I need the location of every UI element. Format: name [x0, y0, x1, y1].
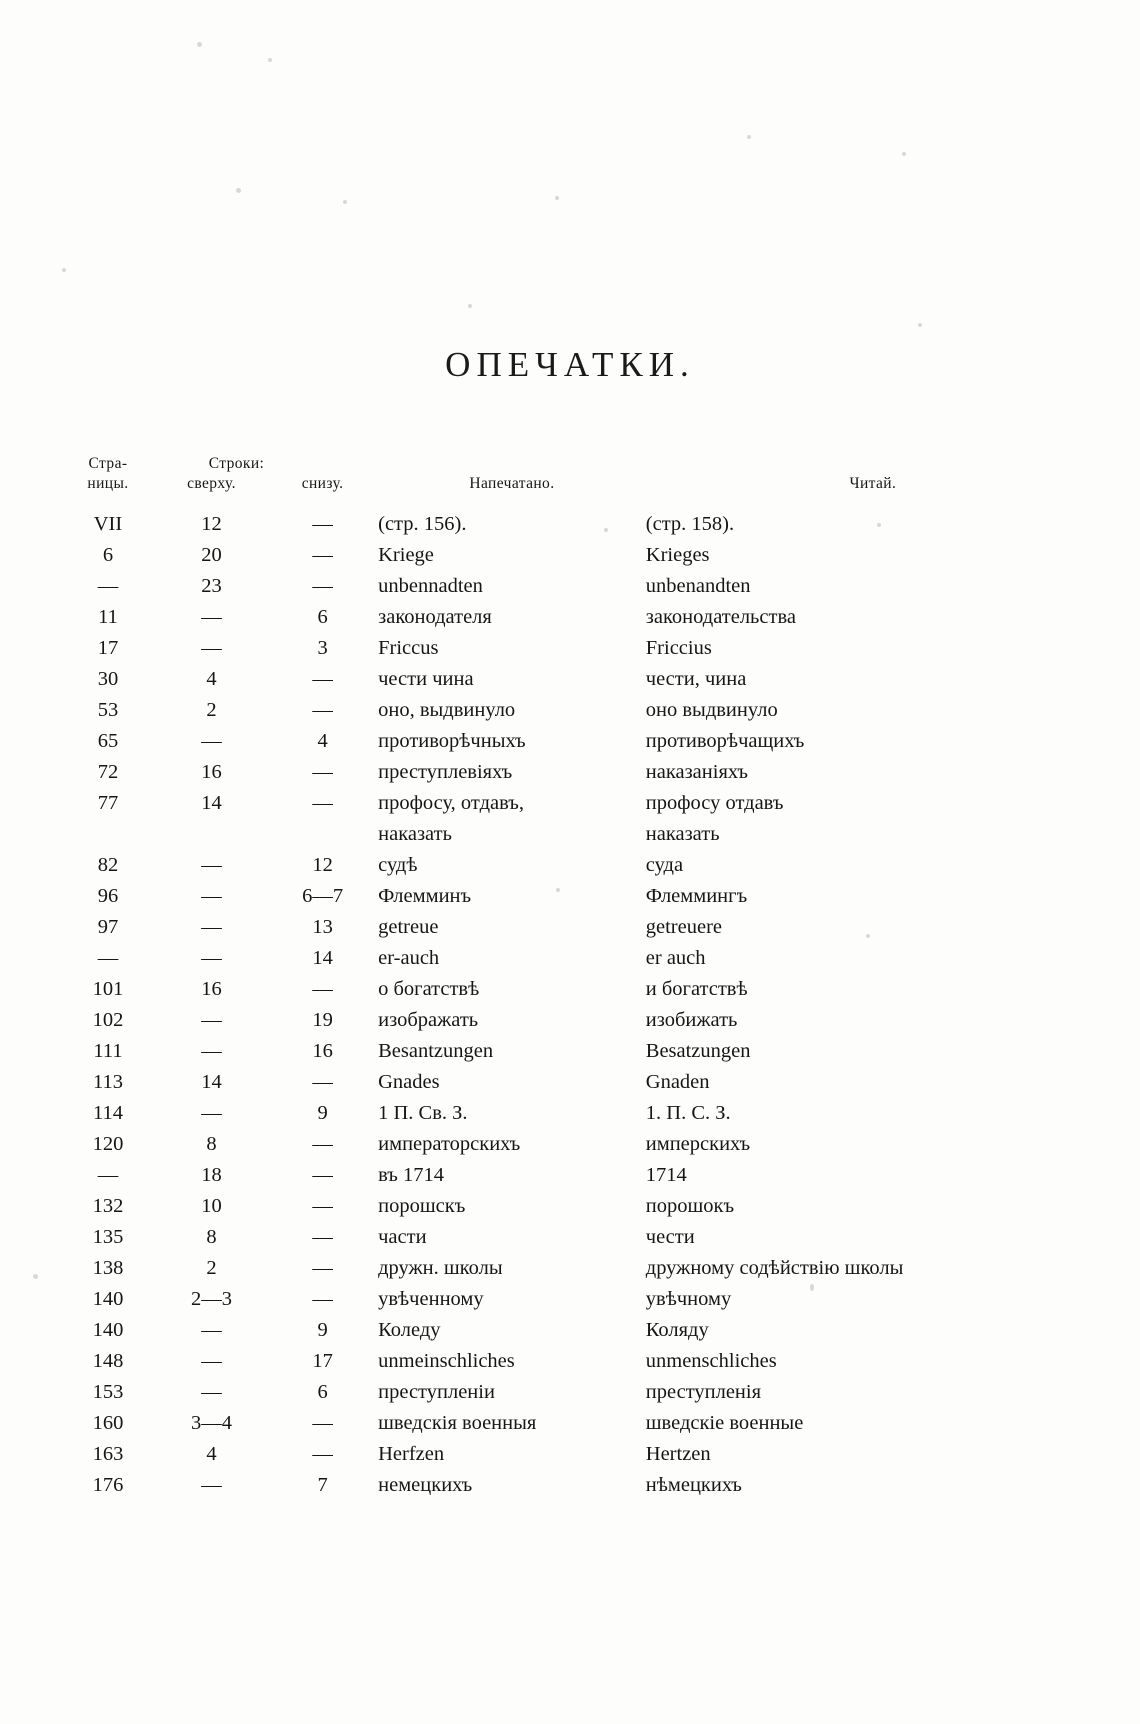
cell-read: unbenandten	[645, 575, 751, 597]
cell-line-below: —	[312, 699, 333, 721]
cell-page: 111	[93, 1040, 123, 1062]
cell-read: имперскихъ	[645, 1133, 751, 1155]
header-spacer	[378, 455, 646, 475]
cell-line-below: 6	[317, 606, 328, 628]
cell-line-below: 16	[312, 1040, 333, 1062]
cell-read: дружному содѣйствію школы	[645, 1257, 904, 1279]
cell-page: 97	[97, 916, 119, 938]
cell-line-above: —	[201, 606, 222, 628]
cell-read: шведскіе военные	[645, 1412, 804, 1434]
cell-read: законодательства	[645, 606, 796, 628]
cell-line-above: —	[201, 1474, 222, 1496]
scan-speck	[918, 323, 922, 327]
cell-line-below: —	[312, 1226, 333, 1248]
cell-read: преступленія	[645, 1381, 762, 1403]
cell-line-above: —	[201, 1381, 222, 1403]
cell-line-below: 14	[312, 947, 333, 969]
cell-line-below: —	[312, 1443, 333, 1465]
cell-line-below	[267, 819, 378, 850]
scan-speck	[343, 200, 347, 204]
header-read-label: Читай.	[849, 475, 897, 492]
cell-printed: императорскихъ	[378, 1133, 521, 1155]
cell-line-below: —	[312, 575, 333, 597]
table-row	[60, 1470, 1070, 1501]
cell-printed: unmeinschliches	[378, 1350, 515, 1372]
cell-page: 140	[92, 1319, 124, 1341]
cell-page: 160	[92, 1412, 124, 1434]
cell-printed: unbennadten	[378, 575, 483, 597]
cell-page: 65	[97, 730, 119, 752]
cell-printed: преступлевіяхъ	[378, 761, 513, 783]
cell-page: 96	[97, 885, 119, 907]
cell-printed: порошскъ	[378, 1195, 466, 1217]
table-row	[60, 695, 1070, 726]
cell-read: противорѣчащихъ	[645, 730, 805, 752]
cell-line-above: —	[201, 730, 222, 752]
cell-line-above: 23	[201, 575, 222, 597]
cell-line-above: 2	[206, 1257, 217, 1279]
cell-printed: судѣ	[378, 854, 418, 876]
cell-page: 82	[97, 854, 119, 876]
errata-table	[60, 455, 1070, 1501]
cell-printed: немецкихъ	[378, 1474, 473, 1496]
cell-page: 114	[92, 1102, 123, 1124]
cell-line-below: 4	[317, 730, 328, 752]
table-row	[60, 1315, 1070, 1346]
cell-page: 140	[92, 1288, 124, 1310]
cell-printed: Friccus	[378, 637, 439, 659]
cell-printed: er-auch	[378, 947, 440, 969]
cell-line-below: —	[312, 668, 333, 690]
cell-read: unmenschliches	[645, 1350, 777, 1372]
errata-table-header	[60, 455, 1070, 509]
cell-line-below: 13	[312, 916, 333, 938]
cell-line-above: 8	[206, 1226, 217, 1248]
cell-page: 135	[92, 1226, 124, 1248]
table-row	[60, 664, 1070, 695]
cell-line-above: —	[201, 637, 222, 659]
cell-line-below: —	[312, 1071, 333, 1093]
cell-read: Besatzungen	[645, 1040, 751, 1062]
cell-line-below: —	[312, 1288, 333, 1310]
cell-read: Krieges	[645, 544, 710, 566]
cell-line-above: 2	[206, 699, 217, 721]
cell-line-below: 7	[317, 1474, 328, 1496]
cell-printed: профосу, отдавъ,	[378, 792, 525, 814]
cell-page: VII	[93, 513, 123, 535]
cell-read: оно выдвинуло	[645, 699, 778, 721]
header-printed-cell	[378, 455, 646, 509]
cell-line-above: 8	[206, 1133, 217, 1155]
table-row	[60, 912, 1070, 943]
header-above-label: сверху.	[187, 475, 236, 492]
cell-read: 1. П. С. З.	[645, 1102, 731, 1124]
cell-page: —	[97, 1164, 119, 1186]
scan-speck	[62, 268, 66, 272]
cell-read: (стр. 158).	[645, 513, 735, 535]
cell-line-above: —	[201, 916, 222, 938]
cell-line-above: 2—3	[190, 1288, 232, 1310]
cell-line-below: —	[312, 1133, 333, 1155]
cell-line-below: —	[312, 544, 333, 566]
cell-line-above: —	[201, 947, 222, 969]
cell-read: наказаніяхъ	[645, 761, 748, 783]
cell-read: увѣчному	[645, 1288, 732, 1310]
cell-read: Friccius	[645, 637, 712, 659]
cell-read: getreuere	[645, 916, 723, 938]
table-row	[60, 571, 1070, 602]
cell-line-below: —	[312, 792, 333, 814]
cell-line-above: —	[201, 1009, 222, 1031]
table-row	[60, 602, 1070, 633]
header-above-cell	[156, 455, 267, 509]
cell-printed: (стр. 156).	[378, 513, 467, 535]
cell-line-below: —	[312, 978, 333, 1000]
cell-line-below: 6—7	[302, 885, 344, 907]
cell-line-above: 18	[201, 1164, 222, 1186]
cell-line-below: —	[312, 1412, 333, 1434]
header-below-label: снизу.	[301, 475, 344, 492]
cell-page: 138	[92, 1257, 124, 1279]
cell-line-above: 3—4	[190, 1412, 232, 1434]
cell-read: нѣмецкихъ	[645, 1474, 742, 1496]
cell-printed: противорѣчныхъ	[378, 730, 526, 752]
header-spacer	[646, 455, 1070, 475]
cell-read: изобижать	[645, 1009, 738, 1031]
cell-line-below: 3	[317, 637, 328, 659]
table-row	[60, 757, 1070, 788]
cell-page: 101	[92, 978, 124, 1000]
cell-read: Gnaden	[645, 1071, 710, 1093]
cell-line-above: —	[201, 1040, 222, 1062]
cell-printed: увѣченному	[378, 1288, 484, 1310]
cell-line-below: 12	[312, 854, 333, 876]
cell-line-above: 10	[201, 1195, 222, 1217]
cell-printed: о богатствѣ	[378, 978, 480, 1000]
scan-speck	[555, 196, 559, 200]
cell-page: 30	[97, 668, 119, 690]
cell-page: 132	[92, 1195, 124, 1217]
table-row	[60, 1346, 1070, 1377]
page-title: ОПЕЧАТКИ.	[445, 345, 695, 384]
scan-speck	[468, 304, 472, 308]
cell-line-above: —	[201, 1319, 222, 1341]
cell-printed: наказать	[378, 823, 452, 845]
table-row	[60, 1005, 1070, 1036]
cell-page	[60, 819, 156, 850]
cell-printed: Gnades	[378, 1071, 440, 1093]
cell-page: 72	[97, 761, 119, 783]
header-below-cell	[267, 455, 378, 509]
table-row	[60, 1408, 1070, 1439]
cell-line-above: —	[201, 854, 222, 876]
table-row	[60, 819, 1070, 850]
table-row	[60, 1284, 1070, 1315]
cell-line-above: 20	[201, 544, 222, 566]
scan-speck	[236, 188, 241, 193]
cell-read: наказать	[645, 823, 720, 845]
cell-read: er auch	[645, 947, 706, 969]
cell-read: суда	[645, 854, 684, 876]
cell-printed: дружн. школы	[378, 1257, 503, 1279]
header-pages-line2: ницы.	[87, 475, 129, 492]
cell-line-above: 4	[206, 1443, 217, 1465]
header-read-cell	[646, 455, 1070, 509]
cell-page: 6	[102, 544, 114, 566]
table-row	[60, 509, 1070, 540]
cell-line-below: —	[312, 1195, 333, 1217]
cell-line-below: 9	[317, 1319, 328, 1341]
table-row	[60, 540, 1070, 571]
cell-line-above	[156, 819, 267, 850]
cell-read: и богатствѣ	[645, 978, 748, 1000]
cell-printed: Herfzen	[378, 1443, 445, 1465]
cell-line-above: —	[201, 1350, 222, 1372]
cell-printed: Besantzungen	[378, 1040, 494, 1062]
table-row	[60, 788, 1070, 819]
scan-speck	[197, 42, 202, 47]
cell-line-below: 19	[312, 1009, 333, 1031]
cell-read: Коляду	[645, 1319, 709, 1341]
cell-line-below: —	[312, 1257, 333, 1279]
cell-page: —	[97, 947, 119, 969]
cell-line-below: 6	[317, 1381, 328, 1403]
cell-page: 148	[92, 1350, 124, 1372]
cell-line-above: 16	[201, 978, 222, 1000]
cell-page: 120	[92, 1133, 124, 1155]
cell-page: —	[97, 575, 119, 597]
header-lines-group: Строки:	[208, 455, 265, 472]
cell-printed: Kriege	[378, 544, 434, 566]
scan-speck	[33, 1274, 38, 1279]
cell-printed: getreue	[378, 916, 439, 938]
cell-read: Hertzen	[645, 1443, 711, 1465]
cell-page: 77	[97, 792, 119, 814]
cell-line-above: 4	[206, 668, 217, 690]
cell-page: 113	[92, 1071, 123, 1093]
table-row	[60, 1067, 1070, 1098]
cell-page: 11	[98, 606, 118, 628]
cell-page: 176	[92, 1474, 124, 1496]
header-pages-cell	[60, 455, 156, 509]
cell-printed: чести чина	[378, 668, 474, 690]
cell-line-below: 9	[317, 1102, 328, 1124]
cell-read: порошокъ	[645, 1195, 735, 1217]
cell-printed: оно, выдвинуло	[378, 699, 516, 721]
cell-printed: Коледу	[378, 1319, 441, 1341]
cell-printed: преступленіи	[378, 1381, 495, 1403]
cell-read: чести, чина	[645, 668, 747, 690]
cell-printed: въ 1714	[378, 1164, 445, 1186]
table-row	[60, 1222, 1070, 1253]
cell-page: 163	[92, 1443, 124, 1465]
header-printed-label: Напечатано.	[469, 475, 555, 492]
cell-read: 1714	[645, 1164, 687, 1186]
cell-printed: шведскія военныя	[378, 1412, 537, 1434]
scan-speck	[747, 135, 751, 139]
cell-printed: изображать	[378, 1009, 479, 1031]
errata-table-body	[60, 509, 1070, 1501]
cell-line-above: 14	[201, 792, 222, 814]
scan-speck	[268, 58, 272, 62]
cell-read: профосу отдавъ	[645, 792, 784, 814]
table-row	[60, 1191, 1070, 1222]
cell-line-above: —	[201, 1102, 222, 1124]
table-row	[60, 881, 1070, 912]
cell-line-above: 16	[201, 761, 222, 783]
cell-page: 17	[97, 637, 119, 659]
cell-line-above: 12	[201, 513, 222, 535]
table-row	[60, 974, 1070, 1005]
header-row-group	[60, 455, 1070, 509]
table-row	[60, 1377, 1070, 1408]
table-row	[60, 1253, 1070, 1284]
table-row	[60, 1098, 1070, 1129]
scan-speck	[902, 152, 906, 156]
cell-read: чести	[645, 1226, 695, 1248]
cell-line-above: 14	[201, 1071, 222, 1093]
table-row	[60, 1036, 1070, 1067]
cell-printed: Флемминъ	[378, 885, 472, 907]
header-spacer	[267, 455, 378, 475]
cell-line-above: —	[201, 885, 222, 907]
cell-line-below: —	[312, 1164, 333, 1186]
cell-printed: части	[378, 1226, 427, 1248]
cell-page: 53	[97, 699, 119, 721]
table-row	[60, 1160, 1070, 1191]
cell-printed: законодателя	[378, 606, 492, 628]
cell-page: 102	[92, 1009, 124, 1031]
header-pages-line1: Стра-	[88, 455, 128, 472]
cell-line-below: —	[312, 761, 333, 783]
table-row	[60, 1129, 1070, 1160]
table-row	[60, 1439, 1070, 1470]
cell-read: Флеммингъ	[645, 885, 748, 907]
cell-printed: 1 П. Св. З.	[378, 1102, 468, 1124]
table-row	[60, 850, 1070, 881]
cell-page: 153	[92, 1381, 124, 1403]
table-row	[60, 943, 1070, 974]
cell-line-below: —	[312, 513, 333, 535]
table-row	[60, 633, 1070, 664]
table-row	[60, 726, 1070, 757]
cell-line-below: 17	[312, 1350, 333, 1372]
